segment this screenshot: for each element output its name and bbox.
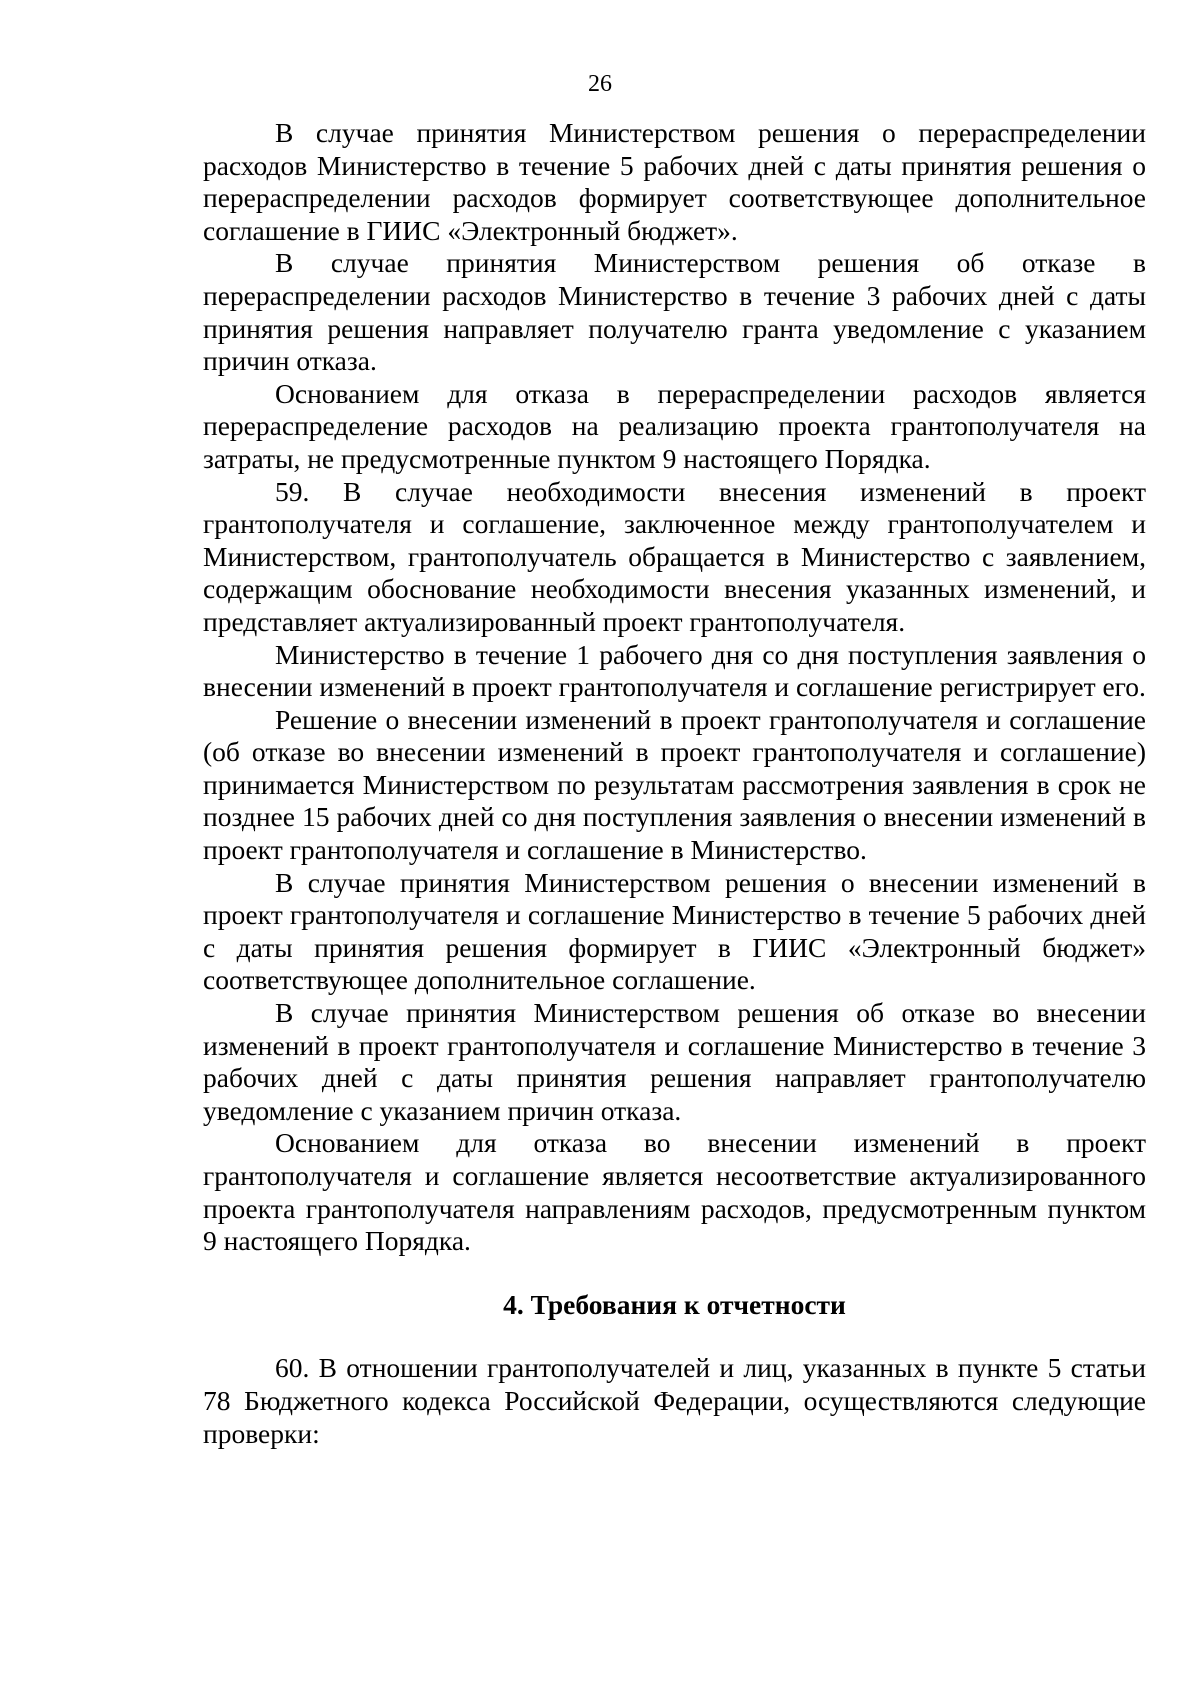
page-number: 26	[588, 71, 612, 97]
paragraph: В случае принятия Министерством решения о перераспределении расходов Министерство в течение 5 рабочих дней с даты принятия решения о перераспределении расходов формирует соответствующее дополнительное соглашение в ГИИС «Электронный бюджет».	[203, 117, 1146, 246]
paragraph: Основанием для отказа в перераспределении расходов является перераспределение расходов на реализацию проекта грантополучателя на затраты, не предусмотренные пунктом 9 настоящего Порядка.	[203, 377, 1146, 474]
paragraph: Основанием для отказа во внесении изменений в проект грантополучателя и соглашение является несоответствие актуализированного проекта грантополучателя направлениям расходов, предусмотренным пунктом 9 настоящего Порядка.	[203, 1127, 1146, 1257]
paragraph-clause-60: 60. В отношении грантополучателей и лиц, указанных в пункте 5 статьи 78 Бюджетного кодекса Российской Федерации, осуществляются следующие проверки:	[203, 1352, 1146, 1449]
paragraph: В случае принятия Министерством решения о внесении изменений в проект грантополучателя и соглашение Министерство в течение 5 рабочих дней с даты принятия решения формирует в ГИИС «Электронный бюджет» соответствующее дополнительное соглашение.	[203, 866, 1146, 996]
paragraph: Решение о внесении изменений в проект грантополучателя и соглашение (об отказе во внесении изменений в проект грантополучателя и соглашение) принимается Министерством по результатам рассмотрения заявления в срок не позднее 15 рабочих дней со дня поступления заявления о внесении изменений в проект грантополучателя и соглашение в Министерство.	[203, 703, 1146, 866]
paragraph-clause-59: 59. В случае необходимости внесения изменений в проект грантополучателя и соглашение, заключенное между грантополучателем и Министерством, грантополучатель обращается в Министерство с заявлением, содержащим обоснование необходимости внесения указанных изменений, и представляет актуализированный проект грантополучателя.	[203, 475, 1146, 637]
document-body	[203, 117, 1146, 1450]
paragraph: Министерство в течение 1 рабочего дня со дня поступления заявления о внесении изменений в проект грантополучателя и соглашение регистрирует его.	[203, 638, 1146, 703]
section-heading: 4. Требования к отчетности	[503, 1288, 846, 1320]
paragraph: В случае принятия Министерством решения об отказе во внесении изменений в проект грантополучателя и соглашение Министерство в течение 3 рабочих дней с даты принятия решения направляет грантополучателю уведомление с указанием причин отказа.	[203, 997, 1146, 1126]
paragraph: В случае принятия Министерством решения об отказе в перераспределении расходов Министерство в течение 3 рабочих дней с даты принятия решения направляет получателю гранта уведомление с указанием причин отказа.	[203, 247, 1146, 377]
